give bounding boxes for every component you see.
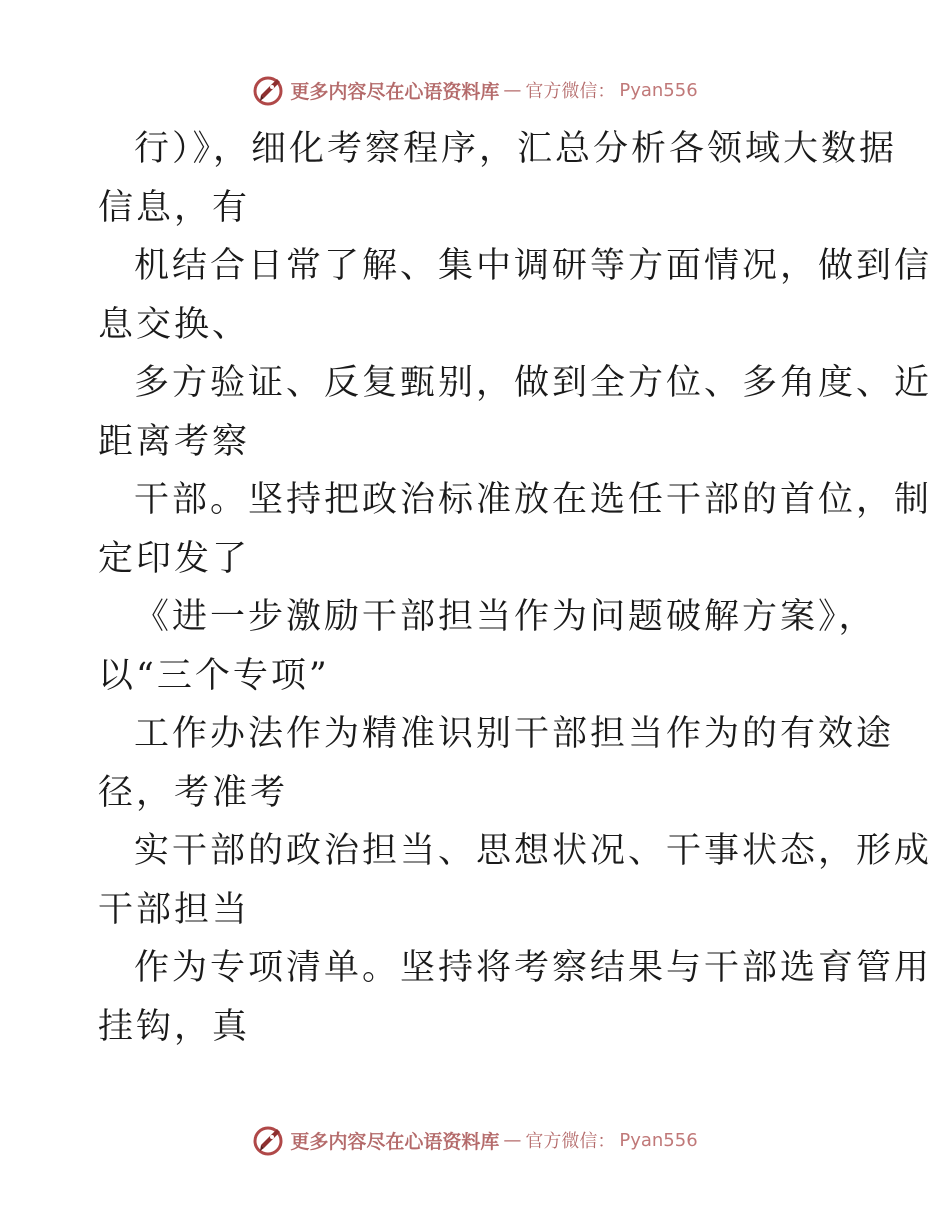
quill-logo-icon [252, 1123, 286, 1157]
paragraph [98, 471, 933, 588]
quill-logo-icon [252, 73, 286, 107]
footer-banner-wechat-id: Pyan556 [619, 1129, 698, 1151]
document-body [98, 120, 933, 1056]
paragraph-line: 行）》，细化考察程序，汇总分析各领域大数据 [134, 129, 898, 169]
footer-banner [0, 1120, 950, 1160]
paragraph [98, 588, 877, 705]
paragraph [98, 237, 933, 354]
paragraph-line: 工作办法作为精准识别干部担当作为的有效途 [134, 714, 895, 754]
header-banner-inner [252, 73, 697, 107]
paragraph-line: 径，考准考 [98, 772, 289, 813]
paragraph [98, 705, 895, 822]
paragraph-line: 实干部的政治担当、思想状况、干事状态，形成 [134, 831, 933, 871]
header-banner-separator: — [503, 79, 522, 101]
header-banner-title: 更多内容尽在心语资料库 [290, 80, 500, 103]
paragraph [98, 354, 933, 471]
footer-banner-separator: — [503, 1129, 522, 1151]
header-banner [0, 70, 950, 110]
paragraph-line: 《进一步激励干部担当作为问题破解方案》， [134, 597, 877, 637]
paragraph-line: 作为专项清单。坚持将考察结果与干部选育管用 [134, 948, 933, 988]
paragraph-line: 干部担当 [98, 889, 251, 930]
footer-banner-inner [252, 1123, 697, 1157]
footer-banner-title: 更多内容尽在心语资料库 [290, 1130, 500, 1153]
paragraph [98, 120, 898, 237]
footer-banner-wechat-label: 官方微信： [525, 1131, 616, 1152]
header-banner-wechat-label: 官方微信： [525, 81, 616, 102]
paragraph-line: 多方验证、反复甄别，做到全方位、多角度、近 [134, 363, 933, 403]
paragraph-line: 机结合日常了解、集中调研等方面情况，做到信 [134, 246, 933, 286]
paragraph-line: 息交换、 [98, 304, 251, 345]
paragraph [98, 939, 933, 1056]
paragraph-line: 距离考察 [98, 421, 251, 462]
paragraph-line: 以“三个专项” [98, 655, 330, 696]
paragraph [98, 822, 933, 939]
header-banner-wechat-id: Pyan556 [619, 79, 698, 101]
paragraph-line: 信息，有 [98, 187, 251, 228]
paragraph-line: 定印发了 [98, 538, 251, 579]
paragraph-line: 干部。坚持把政治标准放在选任干部的首位，制 [134, 480, 933, 520]
paragraph-line: 挂钩，真 [98, 1006, 251, 1047]
